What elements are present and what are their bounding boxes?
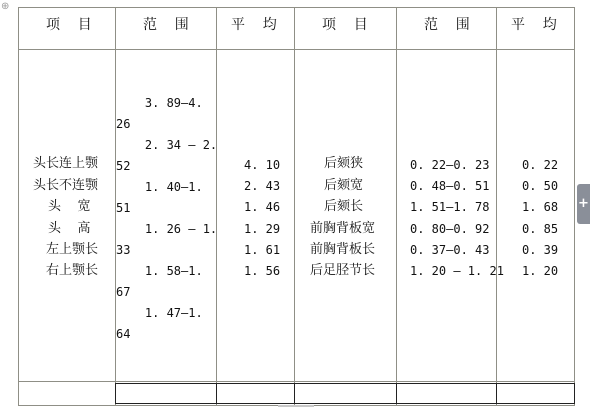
left-range-line: 67 xyxy=(116,285,131,299)
header-range-left: 范 围 xyxy=(143,17,189,33)
right-avg: 1. 20 xyxy=(522,264,559,278)
left-avg: 1. 29 xyxy=(244,222,281,236)
bottom-resize-handle[interactable] xyxy=(278,405,314,407)
header-avg-right: 平 均 xyxy=(511,17,557,33)
right-item: 后颏长 xyxy=(324,199,364,214)
left-range-line: 26 xyxy=(116,117,131,131)
header-item-right: 项 目 xyxy=(322,17,368,33)
right-range: 0. 48—0. 51 xyxy=(410,179,490,193)
footer-cell-range-right[interactable] xyxy=(396,383,497,404)
left-range-line: 1. 58—1. xyxy=(116,264,203,278)
right-range: 0. 37—0. 43 xyxy=(410,243,490,257)
footer-cell-avg-right[interactable] xyxy=(496,383,575,404)
left-range-line: 1. 40—1. xyxy=(116,180,203,194)
right-avg: 0. 22 xyxy=(522,158,559,172)
left-range-line: 1. 47—1. xyxy=(116,306,203,320)
col-divider-3 xyxy=(294,7,295,406)
left-range-line: 33 xyxy=(116,243,131,257)
left-avg: 4. 10 xyxy=(244,158,281,172)
table-anchor-icon[interactable]: ⊕ xyxy=(1,1,10,12)
left-item: 左上颚长 xyxy=(46,242,99,257)
col-divider-5 xyxy=(496,7,497,406)
left-item: 头长不连颚 xyxy=(33,178,99,193)
left-item: 头长连上颚 xyxy=(33,156,99,171)
left-item: 右上颚长 xyxy=(46,263,99,278)
right-avg: 0. 50 xyxy=(522,179,559,193)
table-top-border xyxy=(18,7,575,8)
left-range-line: 52 xyxy=(116,159,131,173)
right-item: 前胸背板宽 xyxy=(310,221,376,236)
body-bottom-border xyxy=(18,381,575,382)
left-range-line: 3. 89—4. xyxy=(116,96,203,110)
right-range: 0. 80—0. 92 xyxy=(410,222,490,236)
header-avg-left: 平 均 xyxy=(231,17,277,33)
col-divider-0 xyxy=(18,7,19,406)
left-avg: 1. 56 xyxy=(244,264,281,278)
header-item-left: 项 目 xyxy=(46,17,92,33)
right-avg: 0. 85 xyxy=(522,222,559,236)
col-divider-2 xyxy=(216,7,217,406)
header-bottom-border xyxy=(18,49,575,50)
side-expand-tab[interactable]: + xyxy=(577,184,590,224)
left-avg: 2. 43 xyxy=(244,179,281,193)
left-range-line: 2. 34 — 2. xyxy=(116,138,218,152)
left-range-line: 51 xyxy=(116,201,131,215)
right-range: 0. 22—0. 23 xyxy=(410,158,490,172)
col-divider-6 xyxy=(574,7,575,406)
right-range: 1. 20 — 1. 21 xyxy=(410,264,504,278)
left-item: 头 宽 xyxy=(48,199,91,214)
left-avg: 1. 61 xyxy=(244,243,281,257)
footer-cell-avg-left[interactable] xyxy=(216,383,295,404)
left-range-line: 64 xyxy=(116,327,131,341)
header-range-right: 范 围 xyxy=(424,17,470,33)
footer-cell-range-left[interactable] xyxy=(115,383,217,404)
left-avg: 1. 46 xyxy=(244,200,281,214)
right-avg: 1. 68 xyxy=(522,200,559,214)
right-item: 前胸背板长 xyxy=(310,242,376,257)
right-avg: 0. 39 xyxy=(522,243,559,257)
col-divider-4 xyxy=(396,7,397,406)
right-item: 后颏宽 xyxy=(324,178,364,193)
right-item: 后颏狭 xyxy=(324,156,364,171)
right-item: 后足胫节长 xyxy=(310,263,376,278)
right-range: 1. 51—1. 78 xyxy=(410,200,490,214)
left-item: 头 高 xyxy=(48,221,91,236)
left-range-line: 1. 26 — 1. xyxy=(116,222,218,236)
footer-cell-item-right[interactable] xyxy=(294,383,397,404)
